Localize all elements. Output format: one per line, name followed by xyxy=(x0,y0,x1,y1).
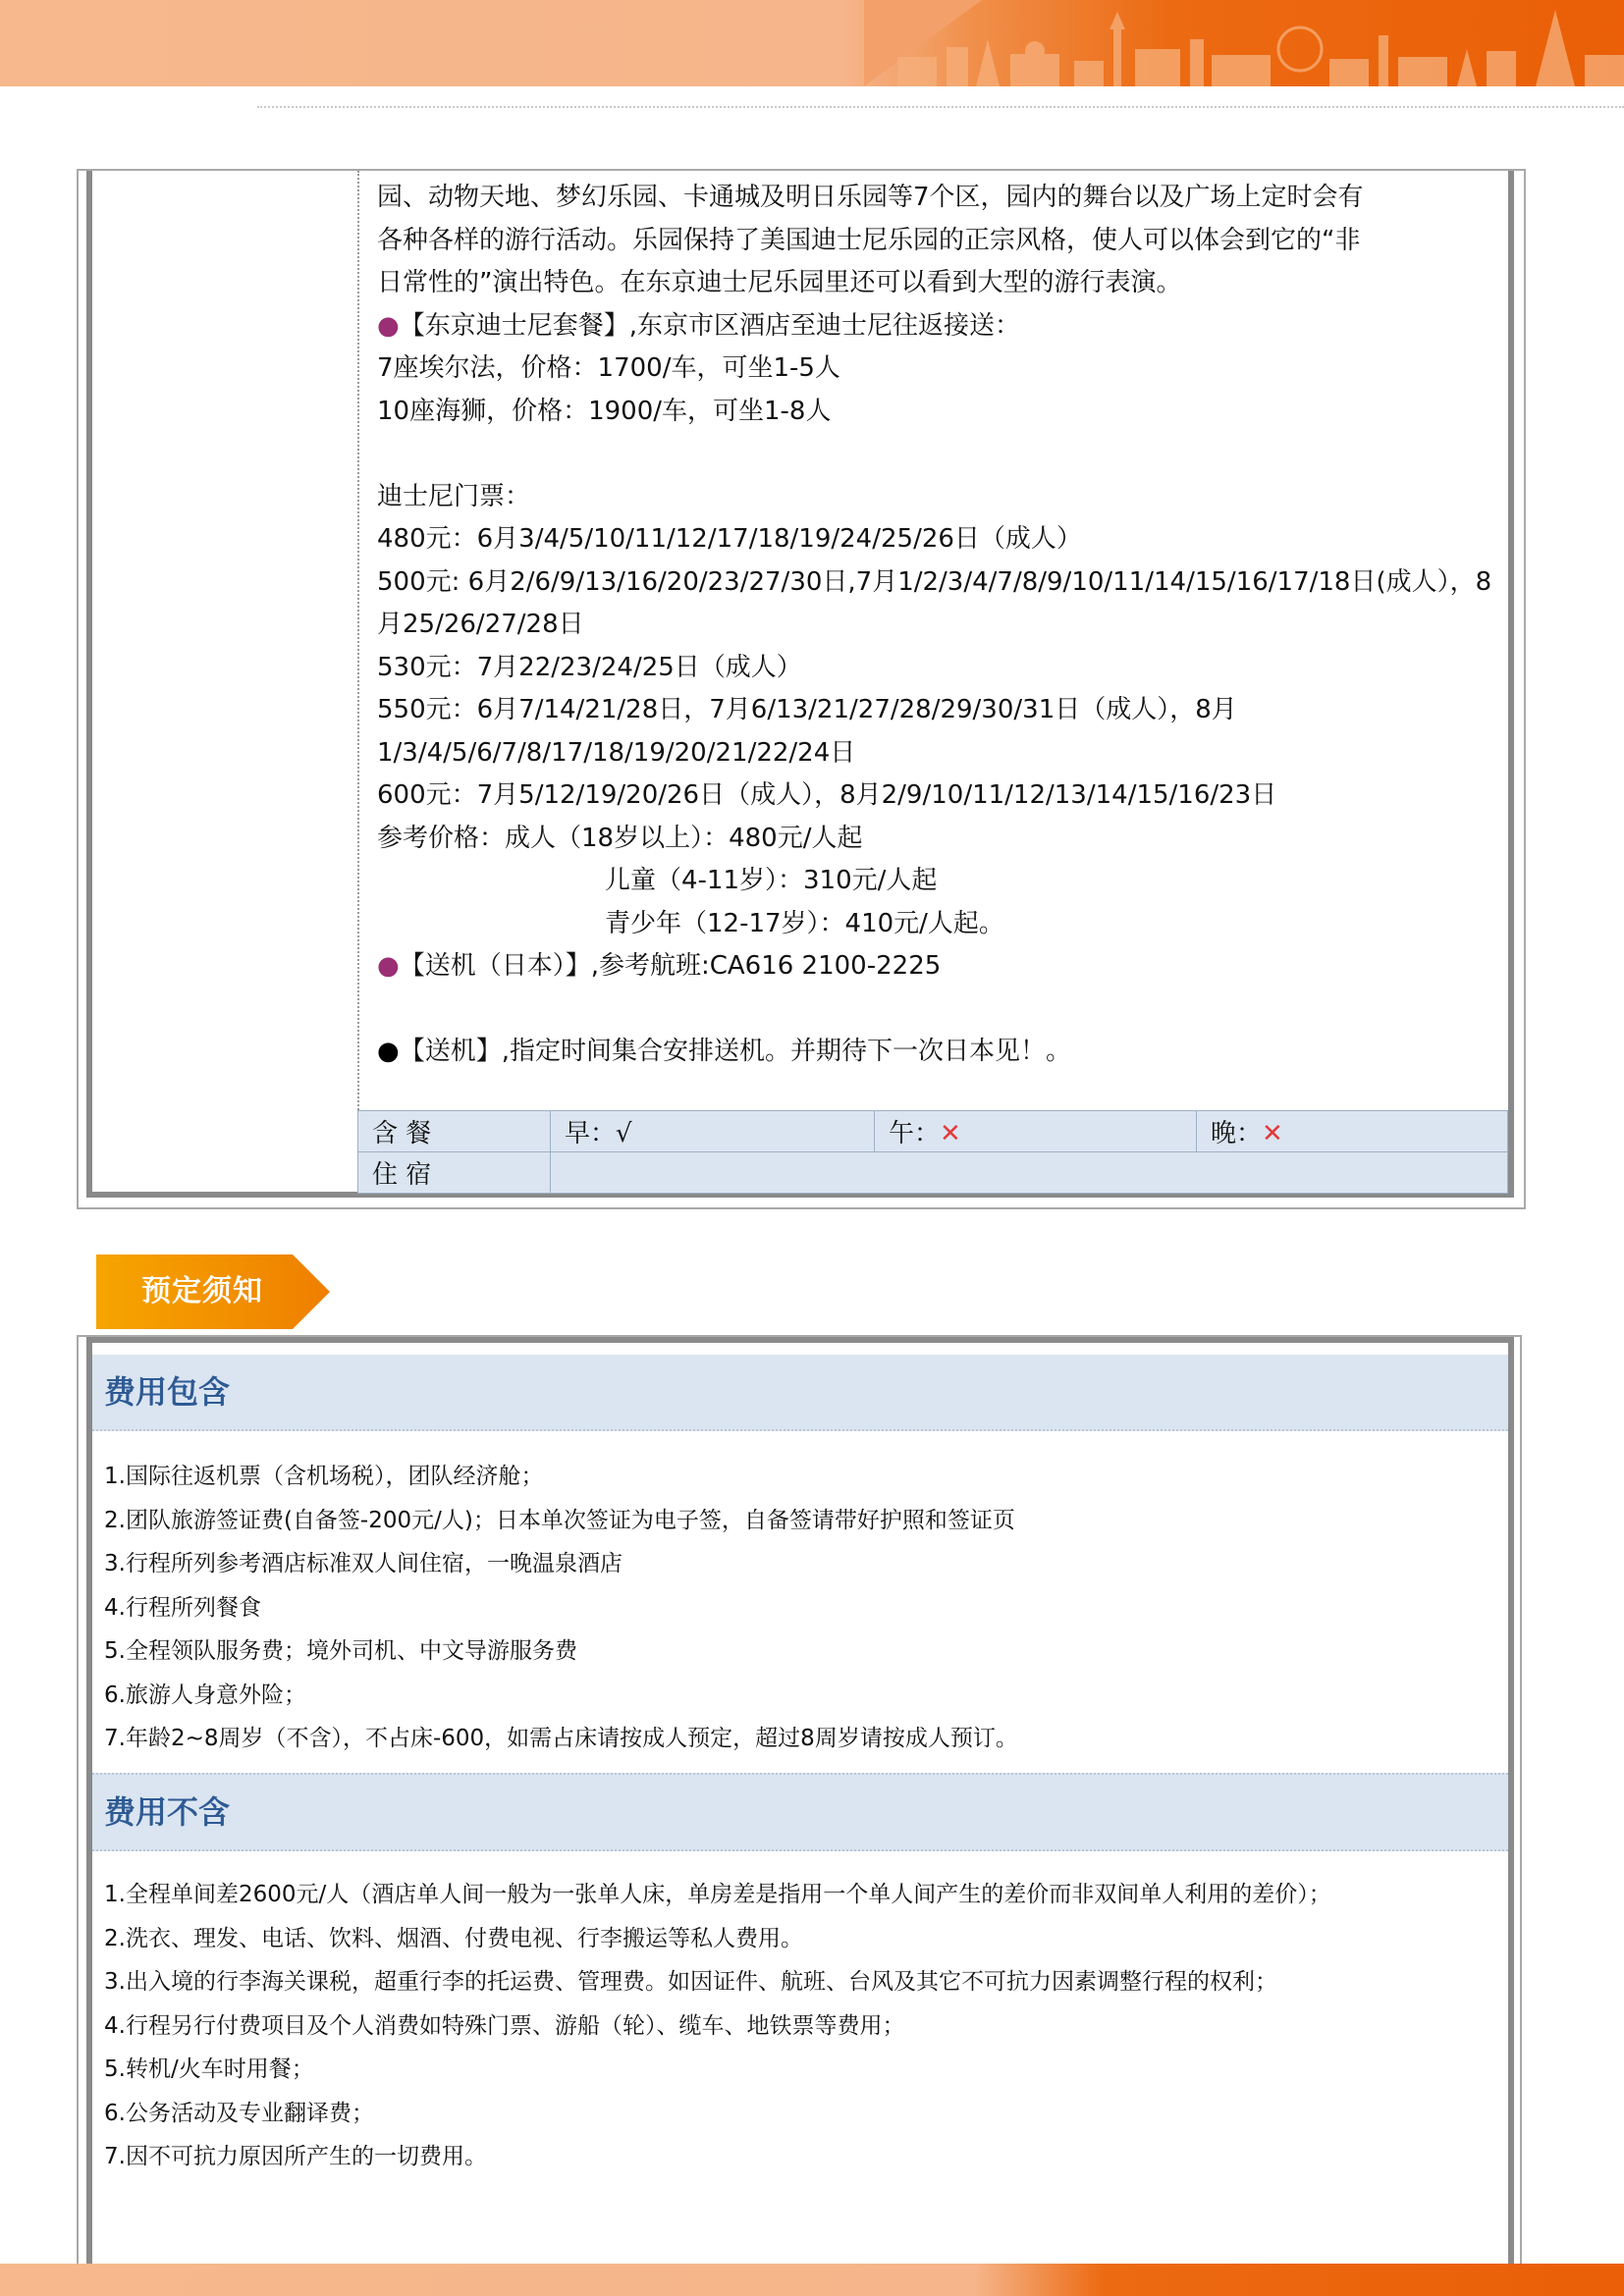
fee-excluded-header xyxy=(92,1773,1508,1851)
city-skyline-icon xyxy=(878,0,1624,86)
disney-package-text: ,东京市区酒店至迪士尼往返接送： xyxy=(628,310,1020,341)
reference-price-label: 参考价格： xyxy=(377,823,506,853)
notice-frame xyxy=(86,1337,1514,2279)
list-item: 6.旅游人身意外险； xyxy=(104,1682,306,1708)
list-item: 4.行程另行付费项目及个人消费如特殊门票、游船（轮）、缆车、地铁票等费用； xyxy=(104,2012,905,2039)
lunch-label: 午： xyxy=(889,1119,941,1148)
ticket-heading: 迪士尼门票： xyxy=(377,481,531,511)
lodging-row xyxy=(358,1152,1508,1194)
ticket-price-line: 500元: 6月2/6/9/13/16/20/23/27/30日,7月1/2/3/4/7/8/9/10/11/14/15/16/17/18日(成人），8月25/26/27/28日 xyxy=(377,566,1492,639)
dinner-cell xyxy=(1197,1111,1508,1152)
description-line: 日常性的”演出特色。在东京迪士尼乐园里还可以看到大型的游行表演。 xyxy=(377,268,1182,297)
header-dotted-rule xyxy=(257,106,1624,108)
ticket-price-line: 550元：6月7/14/21/28日，7月6/13/21/27/28/29/30/31日（成人），8月1/3/4/5/6/7/8/17/18/19/20/21/22/24日 xyxy=(377,695,1237,768)
disney-package-line xyxy=(377,305,1506,348)
booking-notice-title: 预定须知 xyxy=(141,1274,263,1308)
disney-package-title: 【东京迪士尼套餐】 xyxy=(399,310,629,341)
list-item: 7.年龄2~8周岁（不含），不占床-600，如需占床请按成人预定，超过8周岁请按成人预订。 xyxy=(104,1726,1018,1751)
list-item: 5.转机/火车时用餐； xyxy=(104,2056,314,2082)
bullet-icon: ● xyxy=(377,1037,400,1066)
fee-included-list xyxy=(104,1455,1018,1761)
departure-japan-text: ,参考航班:CA616 2100-2225 xyxy=(590,951,942,981)
booking-notice-panel xyxy=(77,1335,1522,2277)
teen-price: 青少年（12-17岁）：410元/人起。 xyxy=(605,908,1004,938)
departure-line xyxy=(377,1031,1506,1074)
departure-japan-title: 【送机（日本）】 xyxy=(399,951,591,981)
list-item: 1.国际往返机票（含机场税），团队经济舱； xyxy=(104,1464,544,1489)
child-price: 儿童（4-11岁）：310元/人起 xyxy=(605,866,938,895)
list-item: 3.出入境的行李海关课税，超重行李的托运费、管理费。如因证件、航班、台风及其它不可抗力因素调整行程的权利； xyxy=(104,1969,1277,1995)
lunch-cell xyxy=(875,1111,1197,1152)
description-line: 园、动物天地、梦幻乐园、卡通城及明日乐园等7个区，园内的舞台以及广场上定时会有 xyxy=(377,183,1364,212)
bullet-icon: ● xyxy=(377,310,400,341)
list-item: 4.行程所列餐食 xyxy=(104,1594,261,1621)
breakfast-cell: 早：√ xyxy=(551,1111,875,1152)
itinerary-table-frame xyxy=(86,171,1514,1198)
dinner-label: 晚： xyxy=(1211,1119,1263,1148)
fee-excluded-title: 费用不含 xyxy=(104,1793,231,1831)
departure-text: ,指定时间集合安排送机。并期待下一次日本见！。 xyxy=(501,1037,1071,1066)
list-item: 1.全程单间差2600元/人（酒店单人间一般为一张单人床，单房差是指用一个单人间产生的差价而非双间单人利用的差价）； xyxy=(104,1882,1331,1907)
page-footer-band xyxy=(0,2264,1624,2296)
meal-row xyxy=(358,1111,1508,1152)
car-option: 10座海狮，价格：1900/车，可坐1-8人 xyxy=(377,396,832,426)
list-item: 2.洗衣、理发、电话、饮料、烟酒、付费电视、行李搬运等私人费用。 xyxy=(104,1925,803,1951)
ticket-price-line: 480元：6月3/4/5/10/11/12/17/18/19/24/25/26日（成人） xyxy=(377,524,1082,554)
car-option: 7座埃尔法，价格：1700/车，可坐1-5人 xyxy=(377,353,840,383)
list-item: 5.全程领队服务费；境外司机、中文导游服务费 xyxy=(104,1638,577,1664)
description-line: 各种各样的游行活动。乐园保持了美国迪士尼乐园的正宗风格，使人可以体会到它的“非 xyxy=(377,225,1361,255)
itinerary-table xyxy=(77,169,1526,1209)
cross-icon: ✕ xyxy=(1262,1119,1283,1148)
departure-title: 【送机】 xyxy=(399,1037,502,1066)
reference-price-adult xyxy=(377,818,1506,861)
list-item: 3.行程所列参考酒店标准双人间住宿，一晚温泉酒店 xyxy=(104,1551,623,1576)
fee-included-title: 费用包含 xyxy=(104,1373,231,1411)
ticket-price-line: 600元：7月5/12/19/20/26日（成人），8月2/9/10/11/12/13/14/15/16/23日 xyxy=(377,780,1277,810)
ticket-price-line: 530元：7月22/23/24/25日（成人） xyxy=(377,652,802,682)
meal-lodging-table xyxy=(357,1110,1508,1194)
adult-price: 成人（18岁以上）：480元/人起 xyxy=(505,823,863,853)
lodging-value xyxy=(551,1152,1508,1194)
blank-line xyxy=(377,988,1506,1032)
fee-included-header xyxy=(92,1355,1508,1431)
cross-icon: ✕ xyxy=(940,1119,961,1148)
blank-line xyxy=(377,433,1506,476)
list-item: 6.公务活动及专业翻译费； xyxy=(104,2100,374,2126)
lodging-label: 住 宿 xyxy=(358,1152,551,1194)
list-item: 7.因不可抗力原因所产生的一切费用。 xyxy=(104,2144,487,2169)
departure-japan-line xyxy=(377,945,1506,988)
list-item: 2.团队旅游签证费(自备签-200元/人)；日本单次签证为电子签，自备签请带好护照和签证页 xyxy=(104,1507,1015,1533)
bullet-icon: ● xyxy=(377,951,400,981)
day-label-column xyxy=(92,171,359,1192)
day-description xyxy=(377,177,1506,1074)
fee-excluded-list xyxy=(104,1873,1331,2179)
page-header-band xyxy=(0,0,1624,86)
meal-label: 含 餐 xyxy=(358,1111,551,1152)
booking-notice-tag xyxy=(96,1255,330,1329)
